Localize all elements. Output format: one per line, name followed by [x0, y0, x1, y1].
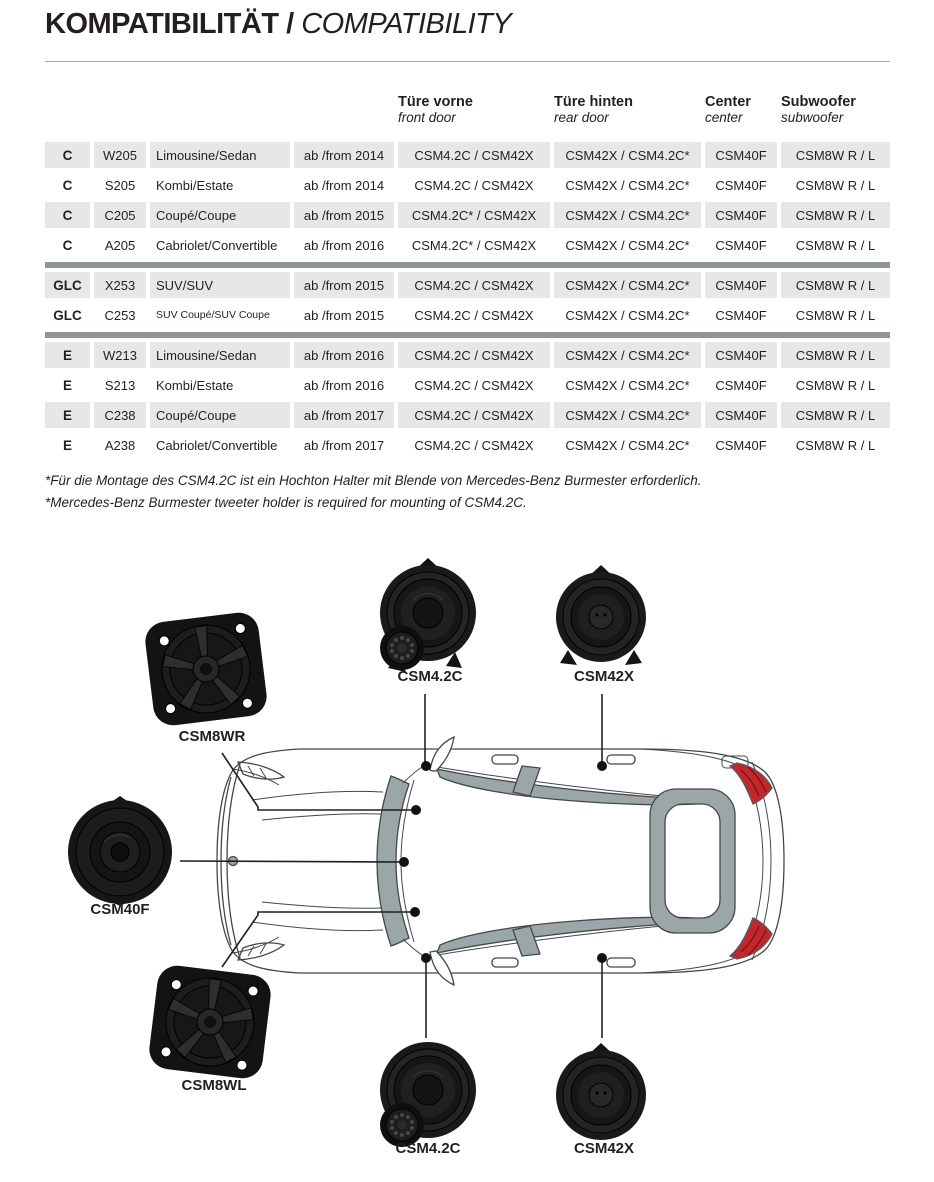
cell-chassis-code: A238 — [104, 437, 136, 453]
cell-model-year: ab /from 2015 — [294, 202, 394, 228]
col-header-rear-door: Türe hinten rear door — [554, 94, 633, 125]
cell-chassis-code: S213 — [104, 377, 136, 393]
door-handle-rear-top — [607, 755, 635, 764]
cell-body-type: Limousine/Sedan — [150, 342, 290, 368]
cell-chassis-code: A205 — [104, 237, 136, 253]
cell-subwoofer: CSM8W R / L — [795, 307, 876, 323]
csm42c-top-image — [380, 558, 476, 672]
cell-model-class: C — [45, 202, 90, 228]
cell-front-door: CSM4.2C / CSM42X — [398, 402, 550, 428]
cell-model-year: ab /from 2016 — [303, 237, 385, 253]
cell-body-type: Cabriolet/Convertible — [156, 237, 278, 253]
cell-center: CSM40F — [715, 177, 767, 193]
cell-body-type: Coupé/Coupe — [150, 202, 290, 228]
cell-model-year: ab /from 2017 — [303, 437, 385, 453]
cell-model-year: ab /from 2016 — [303, 377, 385, 393]
cell-model-class: C — [45, 142, 90, 168]
cell-front-door: CSM4.2C / CSM42X — [398, 342, 550, 368]
cell-model-year: ab /from 2017 — [294, 402, 394, 428]
cell-front-door: CSM4.2C / CSM42X — [398, 272, 550, 298]
cell-model-class: E — [62, 437, 72, 453]
csm42x-bottom-image — [556, 1043, 646, 1140]
cell-subwoofer: CSM8W R / L — [781, 402, 890, 428]
front-door-top-mount-dot — [421, 761, 431, 771]
cell-chassis-code: W213 — [94, 342, 146, 368]
cell-subwoofer: CSM8W R / L — [781, 142, 890, 168]
cell-model-year: ab /from 2015 — [303, 307, 385, 323]
cell-model-class: C — [62, 237, 73, 253]
label-rear-door-bottom-speaker: CSM42X — [573, 1140, 635, 1157]
cell-center: CSM40F — [705, 272, 777, 298]
front-door-bottom-mount-dot — [421, 953, 431, 963]
subwoofer-right-mount-dot — [411, 805, 421, 815]
door-handle-front-top — [492, 755, 518, 764]
cell-subwoofer: CSM8W R / L — [795, 177, 876, 193]
cell-subwoofer: CSM8W R / L — [795, 377, 876, 393]
csm8wl-image — [147, 963, 273, 1080]
cell-subwoofer: CSM8W R / L — [795, 437, 876, 453]
cell-front-door: CSM4.2C / CSM42X — [414, 437, 534, 453]
cell-front-door: CSM4.2C* / CSM42X — [411, 237, 537, 253]
cell-rear-door: CSM42X / CSM4.2C* — [565, 237, 690, 253]
cell-center: CSM40F — [715, 377, 767, 393]
cell-chassis-code: S205 — [104, 177, 136, 193]
footnote-en: *Mercedes-Benz Burmester tweeter holder is required for mounting of CSM4.2C. — [45, 495, 527, 510]
headlight-left — [232, 762, 284, 785]
csm42c-bottom-image — [380, 1042, 476, 1147]
cell-front-door: CSM4.2C* / CSM42X — [398, 202, 550, 228]
footnote-de: *Für die Montage des CSM4.2C ist ein Hochton Halter mit Blende von Mercedes-Benz Burmester erforderlich. — [45, 473, 702, 488]
cell-model-class: GLC — [45, 272, 90, 298]
label-subwoofer-left: CSM8WL — [181, 1077, 247, 1094]
cell-body-type: Kombi/Estate — [156, 177, 234, 193]
cell-chassis-code: C253 — [104, 307, 136, 323]
cell-front-door: CSM4.2C / CSM42X — [398, 142, 550, 168]
label-subwoofer-right: CSM8WR — [178, 728, 246, 745]
cell-chassis-code: C238 — [94, 402, 146, 428]
cell-model-class: GLC — [53, 307, 82, 323]
cell-chassis-code: W205 — [94, 142, 146, 168]
cell-rear-door: CSM42X / CSM4.2C* — [554, 342, 701, 368]
csm40f-image — [68, 796, 172, 906]
door-handle-rear-bottom — [607, 958, 635, 967]
cell-model-class: E — [62, 377, 72, 393]
label-rear-door-top-speaker: CSM42X — [573, 668, 635, 685]
cell-rear-door: CSM42X / CSM4.2C* — [565, 377, 690, 393]
cell-model-class: E — [45, 402, 90, 428]
cell-body-type: SUV/SUV — [150, 272, 290, 298]
csm42x-top-image — [556, 565, 646, 665]
cell-rear-door: CSM42X / CSM4.2C* — [554, 272, 701, 298]
cell-body-type: SUV Coupé/SUV Coupe — [156, 309, 270, 321]
cell-center: CSM40F — [705, 402, 777, 428]
cell-center: CSM40F — [705, 342, 777, 368]
cell-center: CSM40F — [715, 437, 767, 453]
col-header-front-door: Türe vorne front door — [398, 94, 473, 125]
cell-subwoofer: CSM8W R / L — [781, 342, 890, 368]
cell-body-type: Limousine/Sedan — [150, 142, 290, 168]
callout-csm40f-line — [180, 861, 404, 862]
cell-model-year: ab /from 2014 — [303, 177, 385, 193]
cell-rear-door: CSM42X / CSM4.2C* — [565, 177, 690, 193]
side-mirror-bottom — [430, 951, 454, 985]
cell-front-door: CSM4.2C / CSM42X — [414, 177, 534, 193]
cell-model-year: ab /from 2014 — [294, 142, 394, 168]
cell-rear-door: CSM42X / CSM4.2C* — [554, 202, 701, 228]
cell-model-year: ab /from 2015 — [294, 272, 394, 298]
subwoofer-left-mount-dot — [410, 907, 420, 917]
cell-front-door: CSM4.2C / CSM42X — [414, 377, 534, 393]
label-center-speaker: CSM40F — [90, 901, 150, 918]
cell-center: CSM40F — [705, 142, 777, 168]
cell-center: CSM40F — [715, 307, 767, 323]
rear-window — [650, 789, 735, 933]
cell-subwoofer: CSM8W R / L — [781, 272, 890, 298]
rear-door-bottom-mount-dot — [597, 953, 607, 963]
csm8wr-image — [143, 610, 269, 727]
cell-rear-door: CSM42X / CSM4.2C* — [565, 307, 690, 323]
cell-chassis-code: X253 — [94, 272, 146, 298]
page-title-de: KOMPATIBILITÄT / — [45, 8, 294, 40]
label-front-door-bottom-speaker: CSM4.2C — [395, 1140, 461, 1157]
cell-subwoofer: CSM8W R / L — [795, 237, 876, 253]
cell-center: CSM40F — [715, 237, 767, 253]
cell-model-year: ab /from 2016 — [294, 342, 394, 368]
cell-center: CSM40F — [705, 202, 777, 228]
cell-front-door: CSM4.2C / CSM42X — [414, 307, 534, 323]
cell-subwoofer: CSM8W R / L — [781, 202, 890, 228]
cell-model-class: C — [62, 177, 73, 193]
cell-chassis-code: C205 — [94, 202, 146, 228]
door-handle-front-bottom — [492, 958, 518, 967]
rear-door-top-mount-dot — [597, 761, 607, 771]
label-front-door-top-speaker: CSM4.2C — [397, 668, 463, 685]
cell-model-class: E — [45, 342, 90, 368]
cell-body-type: Cabriolet/Convertible — [156, 437, 278, 453]
cell-rear-door: CSM42X / CSM4.2C* — [554, 402, 701, 428]
col-header-subwoofer: Subwoofer subwoofer — [781, 94, 856, 125]
cell-body-type: Coupé/Coupe — [150, 402, 290, 428]
col-header-center: Center center — [705, 94, 751, 125]
center-mount-dot — [399, 857, 409, 867]
cell-body-type: Kombi/Estate — [156, 377, 234, 393]
side-mirror-top — [430, 737, 454, 771]
cell-rear-door: CSM42X / CSM4.2C* — [554, 142, 701, 168]
cell-rear-door: CSM42X / CSM4.2C* — [565, 437, 690, 453]
page-title-en: COMPATIBILITY — [301, 8, 512, 40]
